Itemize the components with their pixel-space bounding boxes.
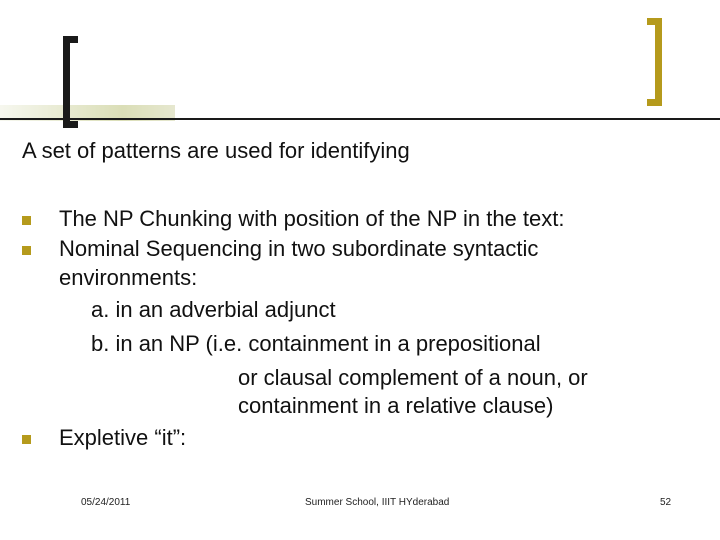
bullet-text: Expletive “it”: xyxy=(59,425,187,450)
footer-date: 05/24/2011 xyxy=(81,497,131,508)
slide-title: A set of patterns are used for identifying xyxy=(22,138,410,163)
sub-item-b: b. in an NP (i.e. containment in a prepositional xyxy=(91,331,541,356)
continuation-line: environments: xyxy=(59,265,198,290)
square-bullet-icon xyxy=(22,435,31,444)
sub-item-a: a. in an adverbial adjunct xyxy=(91,297,336,322)
header-rule xyxy=(0,118,720,120)
footer-center-text: Summer School, IIIT HYderabad xyxy=(305,497,450,508)
square-bullet-icon xyxy=(22,216,31,225)
sub-item-b-continuation: or clausal complement of a noun, or xyxy=(238,365,588,390)
square-bullet-icon xyxy=(22,246,31,255)
page-number: 52 xyxy=(660,497,672,508)
bullet-text: The NP Chunking with position of the NP in the text: xyxy=(59,206,565,231)
bullet-text: Nominal Sequencing in two subordinate syntactic xyxy=(59,236,539,261)
sub-item-b-continuation: containment in a relative clause) xyxy=(238,393,554,418)
